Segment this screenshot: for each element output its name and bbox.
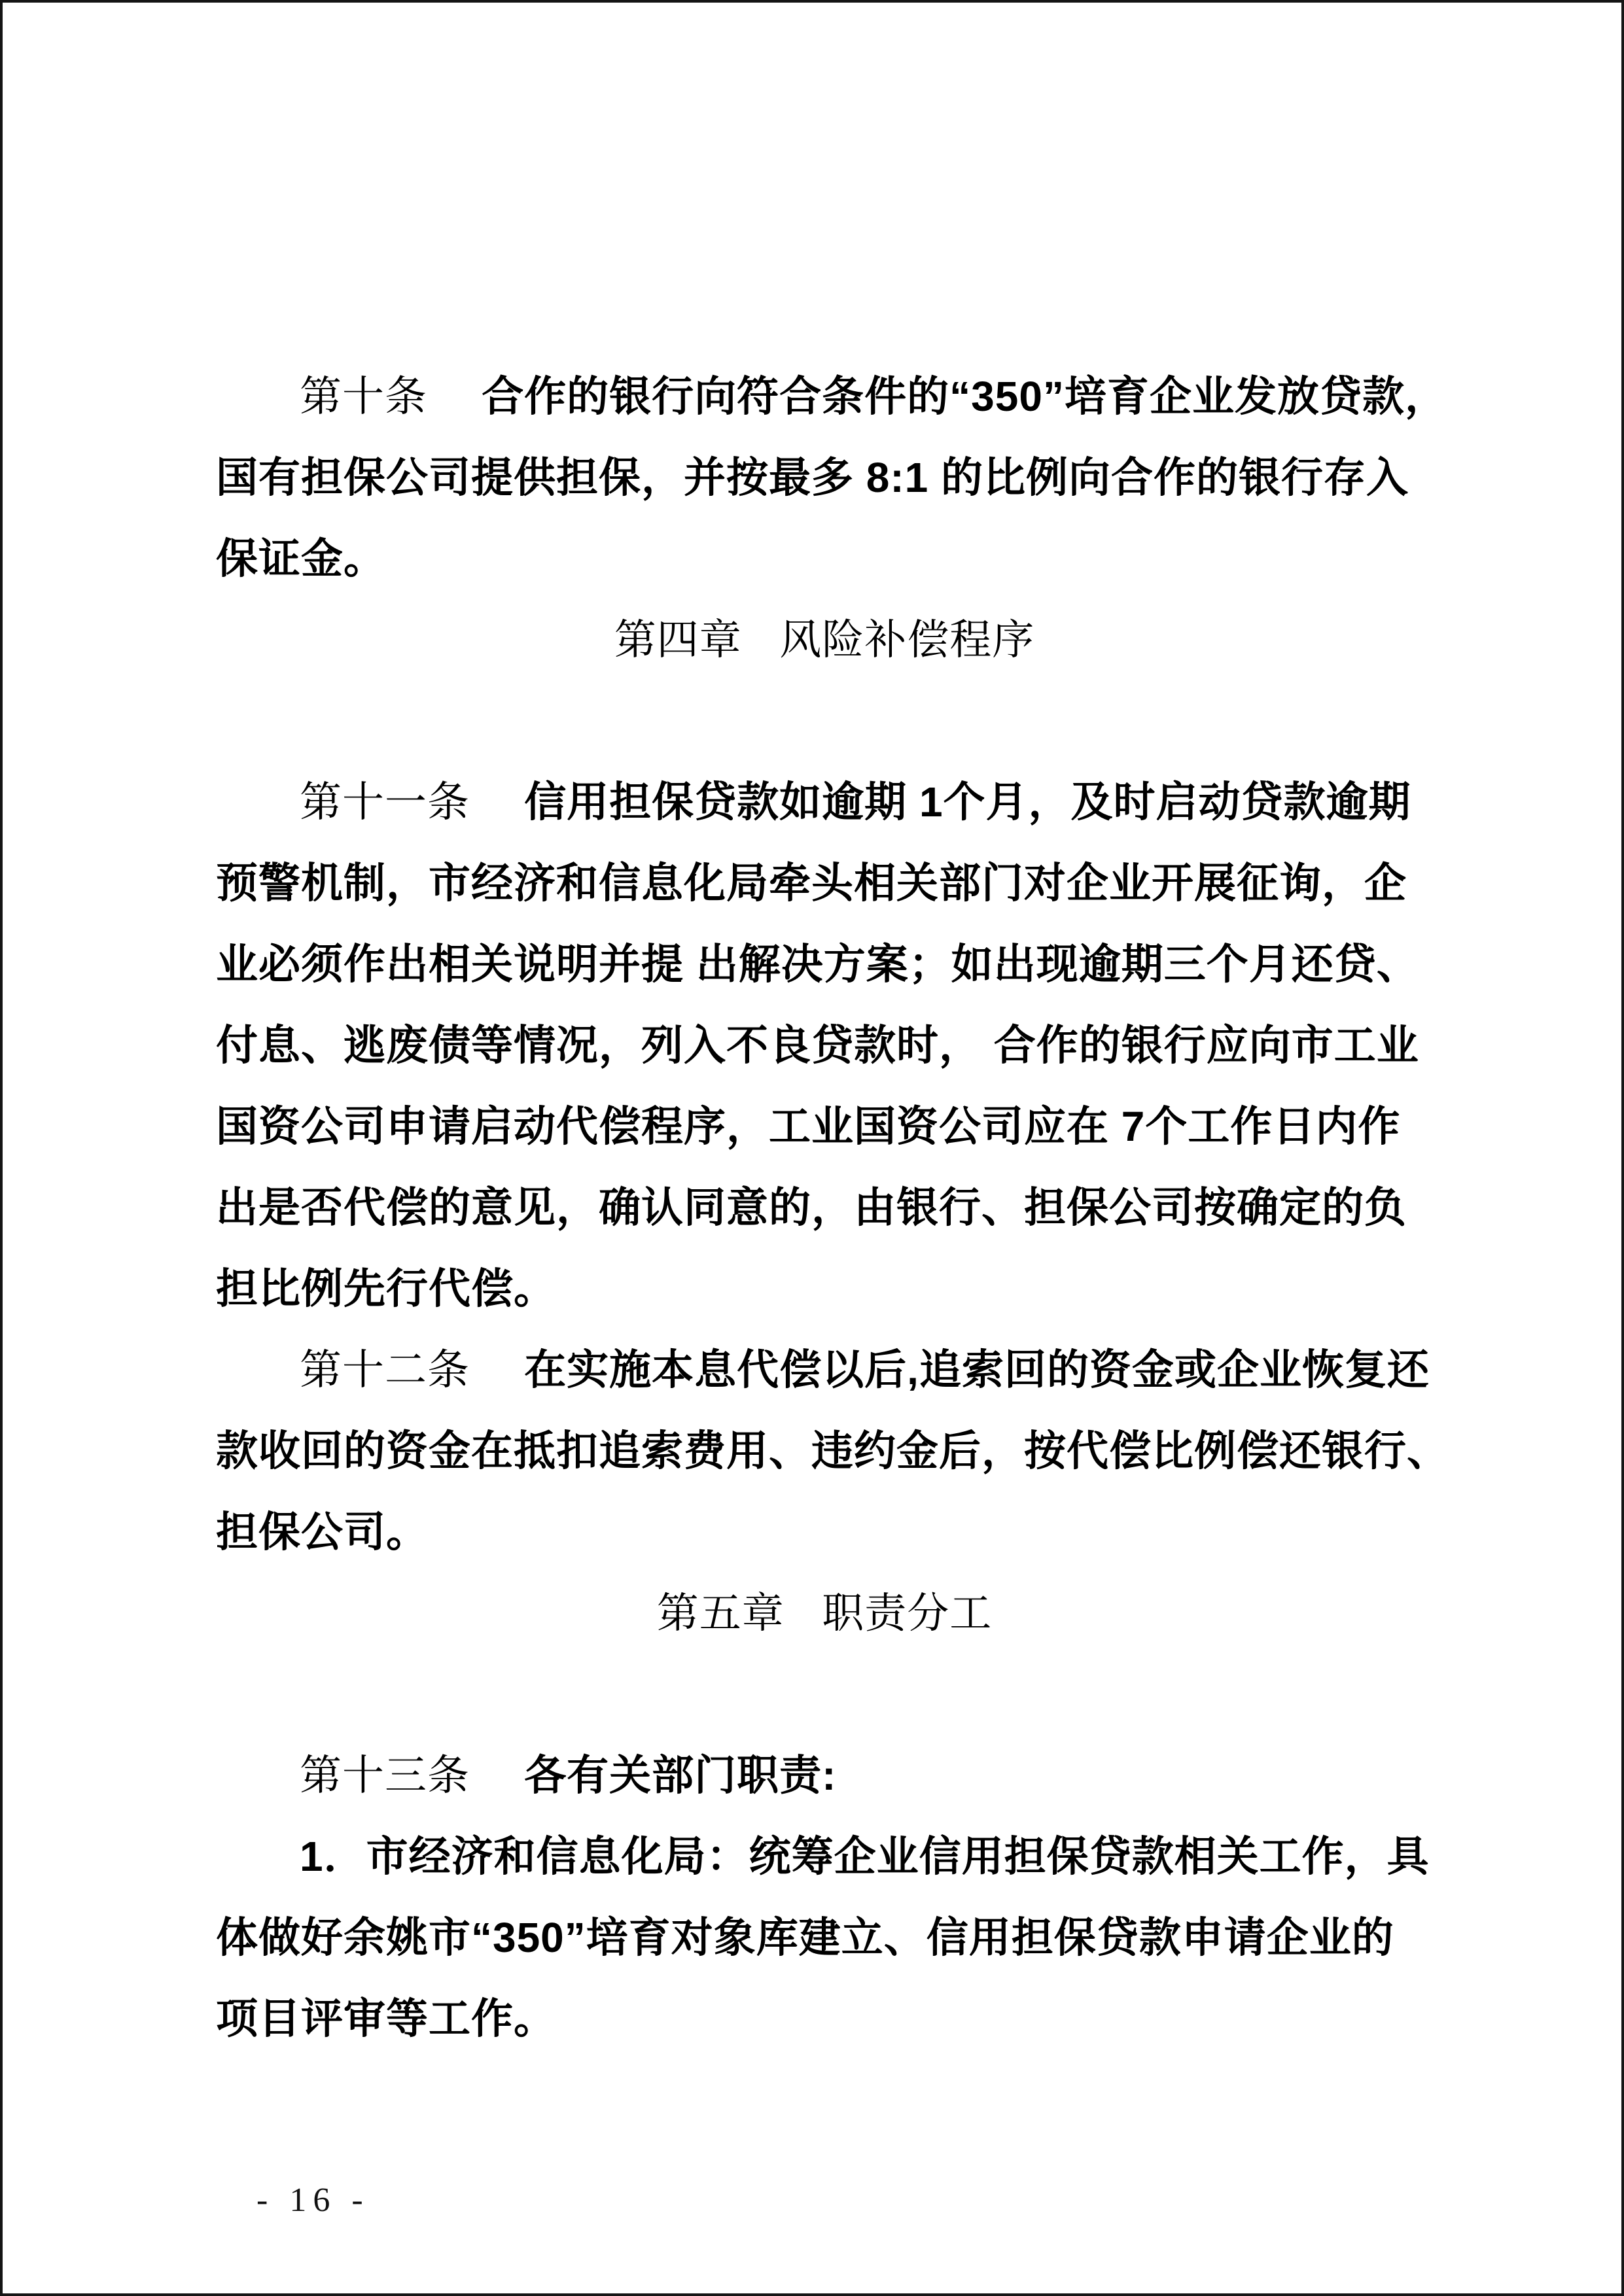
article-11-text-5: 国资公司申请启动代偿程序，工业国资公司应在 7个工作日内作 <box>216 1103 1401 1150</box>
article-11-line-6 <box>216 1167 1433 1248</box>
article-11-line-3 <box>216 924 1433 1005</box>
document-body <box>216 356 1449 2059</box>
article-12-text-3: 担保公司。 <box>216 1508 429 1556</box>
item-1-line-3 <box>216 1978 1433 2059</box>
article-13-text-1: 各有关部门职责: <box>524 1752 837 1799</box>
article-10-text-2: 国有担保公司提供担保，并按最多 8:1 的比例向合作的银行存入 <box>216 454 1409 501</box>
chapter-5-heading <box>216 1573 1433 1654</box>
article-11-line-4 <box>216 1005 1433 1086</box>
article-13-number: 第十三条 <box>300 1752 470 1799</box>
article-10-number: 第十条 <box>300 373 427 420</box>
article-11-line-2 <box>216 843 1433 924</box>
item-1-text-1: 1．市经济和信息化局：统筹企业信用担保贷款相关工作，具 <box>300 1833 1430 1880</box>
article-12-text-1: 在实施本息代偿以后,追索回的资金或企业恢复还 <box>524 1346 1430 1393</box>
item-1-text-2: 体做好余姚市“350”培育对象库建立、信用担保贷款申请企业的 <box>216 1914 1394 1961</box>
article-12-text-2: 款收回的资金在抵扣追索费用、违约金后，按代偿比例偿还银行、 <box>216 1427 1449 1474</box>
article-11-text-3: 业必须作出相关说明并提 出解决方案；如出现逾期三个月还贷、 <box>216 941 1419 988</box>
article-13-line-1 <box>216 1735 1433 1816</box>
article-12-number: 第十二条 <box>300 1346 470 1393</box>
article-10-line-2 <box>216 437 1433 518</box>
chapter-4-heading <box>216 599 1433 680</box>
chapter-4-number: 第四章 <box>614 616 742 663</box>
article-11-number: 第十一条 <box>300 778 470 826</box>
article-10-text-1: 合作的银行向符合条件的“350”培育企业发放贷款， <box>482 373 1447 420</box>
item-1-line-2 <box>216 1897 1433 1978</box>
article-11-line-1 <box>216 761 1433 843</box>
article-11-text-1: 信用担保贷款如逾期 1个月，及时启动贷款逾期 <box>524 778 1411 826</box>
chapter-4-title: 风险补偿程序 <box>779 616 1035 663</box>
article-11-text-2: 预警机制，市经济和信息化局牵头相关部门对企业开展征询，企 <box>216 860 1407 907</box>
page-number: - 16 - <box>256 2182 370 2219</box>
article-10-line-3 <box>216 518 1433 599</box>
blank-line <box>216 680 1433 761</box>
article-10-line-1 <box>216 356 1447 437</box>
chapter-5-number: 第五章 <box>656 1590 785 1637</box>
article-11-line-5 <box>216 1086 1433 1167</box>
article-11-text-6: 出是否代偿的意见，确认同意的，由银行、担保公司按确定的负 <box>216 1184 1407 1231</box>
article-10-text-3: 保证金。 <box>216 535 386 582</box>
article-11-text-7: 担比例先行代偿。 <box>216 1265 556 1312</box>
blank-line <box>216 1654 1433 1735</box>
article-11-line-7 <box>216 1248 1433 1329</box>
item-1-line-1 <box>216 1816 1433 1897</box>
article-12-line-2 <box>216 1410 1449 1491</box>
article-12-line-3 <box>216 1491 1433 1573</box>
article-12-line-1 <box>216 1329 1433 1410</box>
item-1-text-3: 项目评审等工作。 <box>216 1995 556 2042</box>
article-11-text-4: 付息、逃废债等情况，列入不良贷款时， 合作的银行应向市工业 <box>216 1022 1419 1069</box>
chapter-5-title: 职责分工 <box>822 1590 993 1637</box>
